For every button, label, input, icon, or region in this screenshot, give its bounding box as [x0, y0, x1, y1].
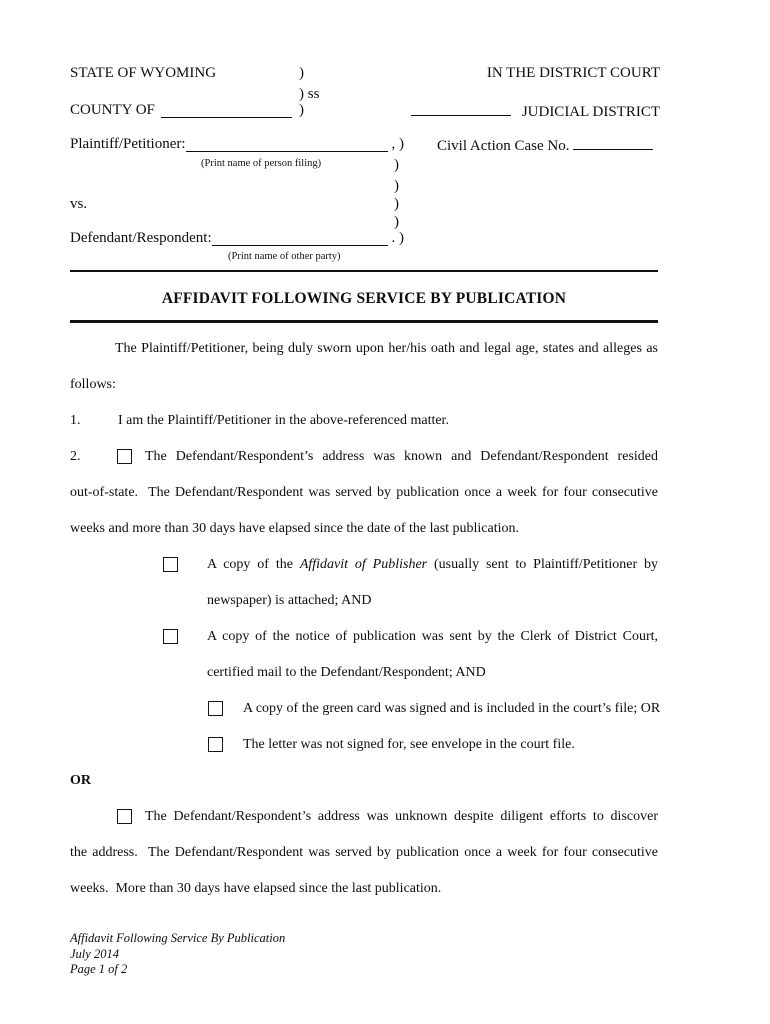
- plaintiff-label: Plaintiff/Petitioner:: [70, 136, 186, 152]
- caption-paren: ): [394, 157, 399, 173]
- plaintiff-suffix: , ): [387, 136, 404, 152]
- sub-item-notice-line-2: certified mail to the Defendant/Respondent; AND: [207, 665, 486, 680]
- divider-top: [70, 270, 658, 272]
- sub-item-green-card: [70, 691, 661, 727]
- plaintiff-name-blank[interactable]: [186, 150, 388, 152]
- item-2-line-1: [70, 439, 658, 475]
- intro-line-2: follows:: [70, 377, 116, 392]
- item-1: [70, 403, 658, 439]
- defendant-label: Defendant/Respondent:: [70, 230, 212, 246]
- sub-item-publisher-text-pre: A copy of the: [207, 557, 300, 572]
- checkbox-address-known[interactable]: [117, 449, 132, 464]
- checkbox-address-unknown[interactable]: [117, 809, 132, 824]
- item-3-line-1: [70, 799, 658, 835]
- item-2-number: 2.: [70, 449, 81, 464]
- plaintiff-hint: (Print name of person filing): [201, 158, 322, 169]
- state-line: STATE OF WYOMING: [70, 65, 217, 81]
- vs-label: vs.: [70, 196, 88, 212]
- sub-item-green-card-text: A copy of the green card was signed and is included in the court’s file; OR: [243, 701, 661, 716]
- caption-paren: ): [394, 214, 399, 230]
- sub-item-publisher-line-2: newspaper) is attached; AND: [207, 593, 372, 608]
- checkbox-letter-not-signed[interactable]: [208, 737, 223, 752]
- item-2-line-2: out-of-state. The Defendant/Respondent was served by publication once a week for four consecutive: [70, 485, 658, 500]
- footer-page-number: Page 1 of 2: [70, 962, 128, 976]
- sub-item-publisher-text-italic: Affidavit of Publisher: [299, 557, 428, 572]
- page-footer: [70, 931, 285, 978]
- checkbox-green-card-signed[interactable]: [208, 701, 223, 716]
- item-3-text-1: The Defendant/Respondent’s address was unknown despite diligent efforts to discover: [145, 809, 658, 824]
- caption-paren: ): [394, 178, 399, 194]
- footer-revision-date: July 2014: [70, 946, 119, 961]
- caption-paren: ): [299, 86, 304, 102]
- defendant-hint: (Print name of other party): [228, 251, 341, 262]
- footer-form-name: Affidavit Following Service By Publication: [70, 931, 286, 945]
- divider-bottom: [70, 320, 658, 323]
- sub-item-notice-line-1: [70, 619, 658, 655]
- court-name: IN THE DISTRICT COURT: [486, 65, 660, 81]
- document-title: AFFIDAVIT FOLLOWING SERVICE BY PUBLICATION: [161, 290, 567, 307]
- item-2-line-3: weeks and more than 30 days have elapsed since the date of the last publication.: [70, 521, 520, 536]
- sub-item-publisher-line-1: [70, 547, 658, 583]
- item-3-line-2: the address. The Defendant/Respondent was served by publication once a week for four consecutive: [70, 845, 658, 860]
- sub-item-letter-not-signed: [70, 727, 658, 763]
- checkbox-affidavit-of-publisher[interactable]: [163, 557, 178, 572]
- case-number-blank[interactable]: [573, 135, 653, 150]
- ss-label: ss: [307, 86, 320, 102]
- judicial-district-blank[interactable]: [411, 101, 511, 116]
- checkbox-notice-of-publication[interactable]: [163, 629, 178, 644]
- item-1-text: I am the Plaintiff/Petitioner in the above-referenced matter.: [118, 413, 449, 428]
- judicial-district-label: JUDICIAL DISTRICT: [521, 104, 660, 120]
- intro-line-1: The Plaintiff/Petitioner, being duly sworn upon her/his oath and legal age, states and alleges as: [115, 341, 658, 356]
- caption-paren: ): [299, 65, 304, 81]
- defendant-name-blank[interactable]: [212, 244, 388, 246]
- county-blank[interactable]: [161, 116, 292, 118]
- caption-paren: ): [299, 102, 304, 118]
- item-3-line-3: weeks. More than 30 days have elapsed since the last publication.: [70, 881, 442, 896]
- defendant-suffix: . ): [387, 230, 404, 246]
- case-number-label: Civil Action Case No.: [437, 138, 570, 154]
- sub-item-publisher-text-post: (usually sent to Plaintiff/Petitioner by: [427, 557, 658, 572]
- or-label: OR: [70, 773, 91, 788]
- county-label: COUNTY OF: [70, 102, 155, 118]
- caption-paren: ): [394, 196, 399, 212]
- item-2-text-1: The Defendant/Respondent’s address was known and Defendant/Respondent resided: [145, 449, 658, 464]
- sub-item-notice-text-1: A copy of the notice of publication was sent by the Clerk of District Court,: [207, 629, 658, 644]
- sub-item-letter-not-signed-text: The letter was not signed for, see envelope in the court file.: [243, 737, 575, 752]
- affidavit-body: [70, 331, 661, 907]
- item-1-number: 1.: [70, 413, 81, 428]
